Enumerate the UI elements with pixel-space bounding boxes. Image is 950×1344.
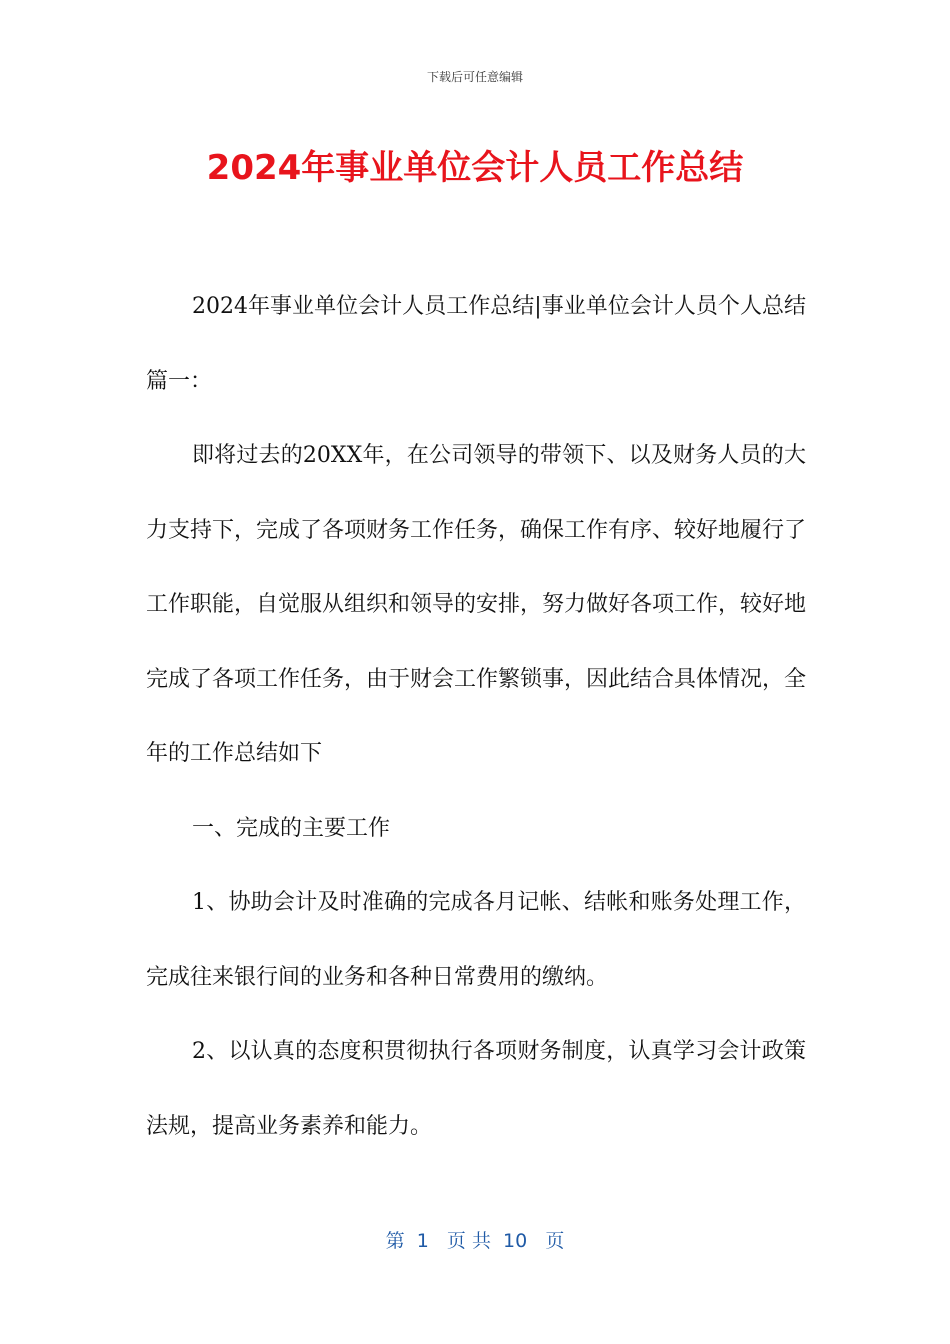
document-title: 2024年事业单位会计人员工作总结: [206, 148, 744, 188]
paragraph: 1、协助会计及时准确的完成各月记帐、结帐和账务处理工作，完成往来银行间的业务和各种日常费用的缴纳。: [146, 890, 806, 990]
paragraph: 即将过去的20XX年，在公司领导的带领下、以及财务人员的大力支持下，完成了各项财务工作任务，确保工作有序、较好地履行了工作职能，自觉服从组织和领导的安排，努力做好各项工作，较好地完成了各项工作任务，由于财会工作繁锁事，因此结合具体情况，全年的工作总结如下: [146, 443, 807, 766]
document-body: [146, 270, 806, 1164]
page-footer: 第 1 页 共 10 页: [385, 1230, 565, 1252]
paragraph: 2024年事业单位会计人员工作总结|事业单位会计人员个人总结篇一：: [146, 294, 806, 394]
section-heading: 一、完成的主要工作: [192, 815, 391, 841]
header-note: 下载后可任意编辑: [426, 70, 523, 84]
paragraph: 2、以认真的态度积贯彻执行各项财务制度，认真学习会计政策法规，提高业务素养和能力。: [146, 1039, 806, 1139]
